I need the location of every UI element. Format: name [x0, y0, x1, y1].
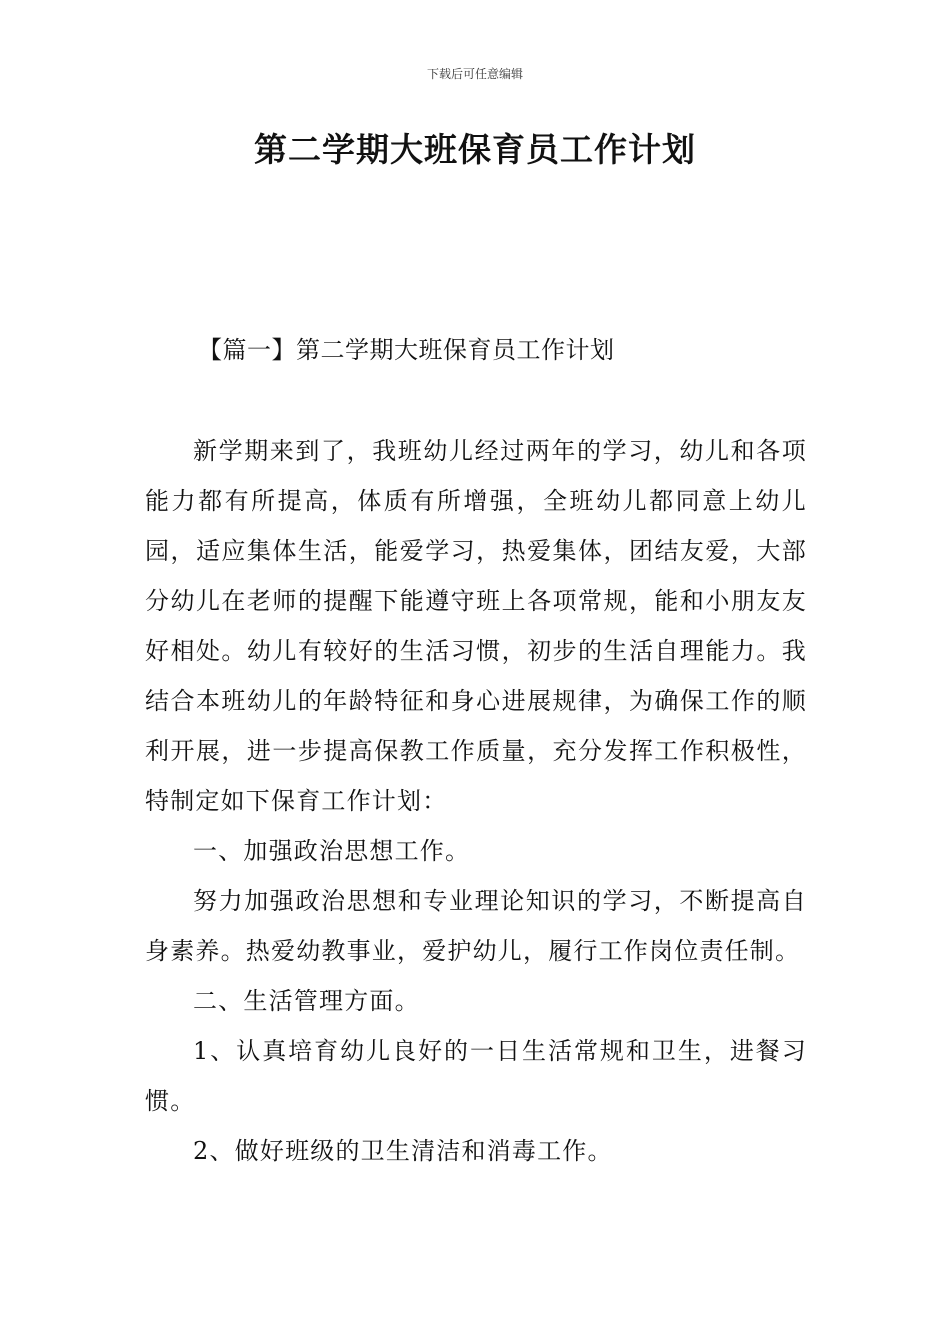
section-one-paragraph: 努力加强政治思想和专业理论知识的学习，不断提高自身素养。热爱幼教事业，爱护幼儿，履行工作岗位责任制。 — [145, 887, 807, 965]
document-title: 第二学期大班保育员工作计划 — [254, 130, 696, 169]
section-heading: 【篇一】第二学期大班保育员工作计划 — [198, 336, 615, 364]
section-two-heading: 二、生活管理方面。 — [193, 987, 420, 1015]
section-one-heading: 一、加强政治思想工作。 — [193, 837, 471, 865]
header-note: 下载后可任意编辑 — [426, 67, 523, 81]
list-item: 1、认真培育幼儿良好的一日生活常规和卫生，进餐习惯。 — [145, 1037, 807, 1115]
list-item: 2、做好班级的卫生清洁和消毒工作。 — [193, 1137, 613, 1165]
intro-paragraph: 新学期来到了，我班幼儿经过两年的学习，幼儿和各项能力都有所提高，体质有所增强，全班幼儿都同意上幼儿园，适应集体生活，能爱学习，热爱集体，团结友爱，大部分幼儿在老师的提醒下能遵守班上各项常规，能和小朋友友好相处。幼儿有较好的生活习惯，初步的生活自理能力。我结合本班幼儿的年龄特征和身心进展规律，为确保工作的顺利开展，进一步提高保教工作质量，充分发挥工作积极性，特制定如下保育工作计划： — [145, 437, 807, 815]
document-body — [145, 426, 807, 1176]
